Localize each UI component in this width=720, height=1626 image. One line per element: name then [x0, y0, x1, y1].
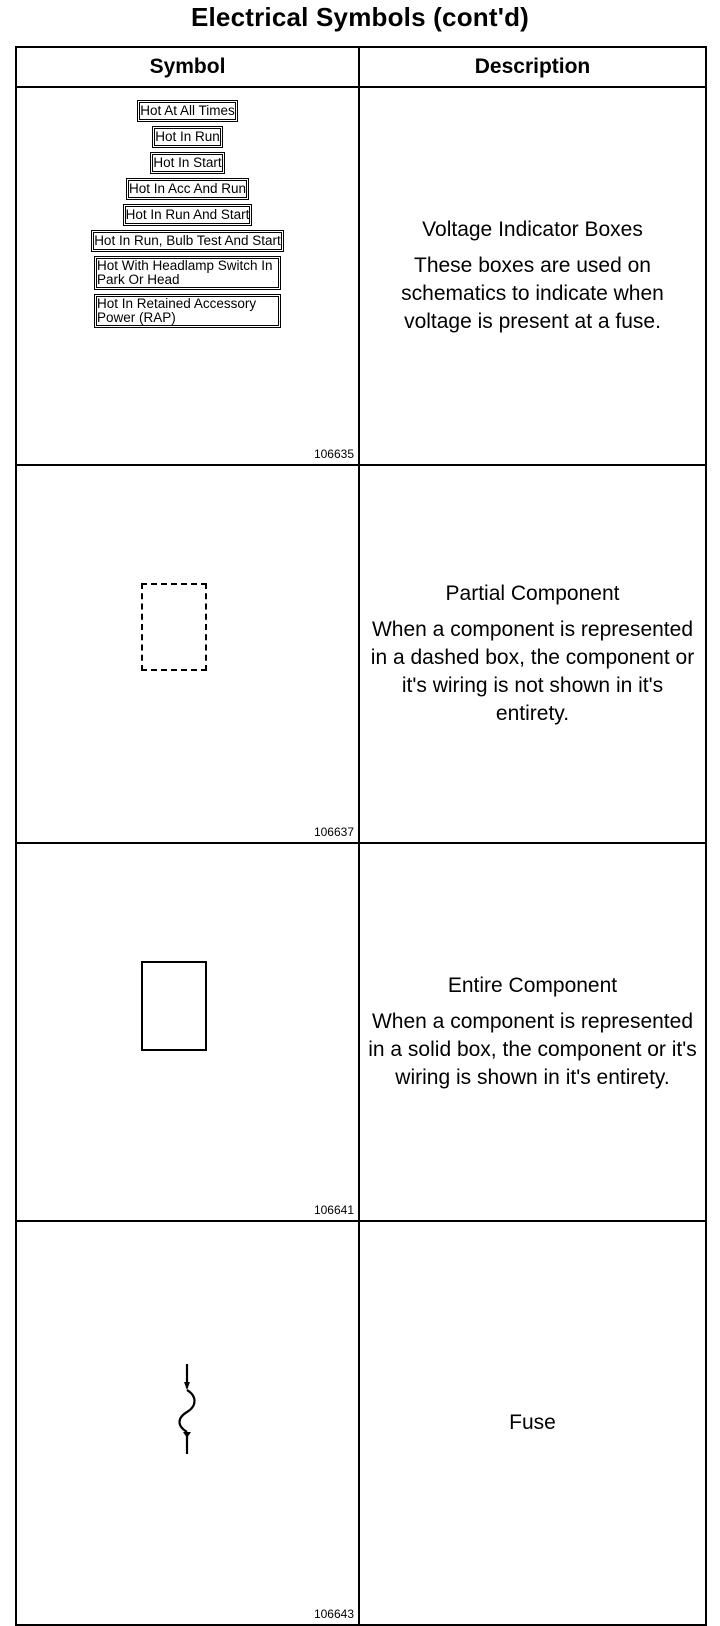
dashed-box-icon	[141, 583, 207, 671]
voltage-indicator-box: Hot In Retained Accessory Power (RAP)	[96, 296, 279, 326]
symbol-cell	[16, 843, 359, 1221]
symbol-column-header: Symbol	[16, 47, 359, 87]
table-header-row	[16, 47, 706, 87]
table-row	[16, 843, 706, 1221]
description-body: These boxes are used on schematics to indicate when voltage is present at a fuse.	[401, 254, 664, 333]
voltage-indicator-box: Hot In Run	[155, 129, 220, 144]
description-title: Voltage Indicator Boxes	[422, 218, 643, 241]
description-title: Fuse	[509, 1411, 556, 1434]
page-title: Electrical Symbols (cont'd)	[190, 2, 530, 32]
figure-number: 106643	[313, 1607, 354, 1621]
voltage-indicator-box-list	[17, 102, 358, 334]
description-body: When a component is represented in a solid box, the component or it's wiring is shown in it's entirety.	[368, 1010, 697, 1089]
description-cell	[359, 465, 706, 843]
voltage-indicator-box: Hot In Run And Start	[125, 207, 250, 222]
table-row	[16, 1221, 706, 1625]
table-row	[16, 87, 706, 465]
description-cell	[359, 87, 706, 465]
electrical-symbols-table	[15, 46, 707, 1626]
table-row	[16, 465, 706, 843]
symbol-cell	[16, 87, 359, 465]
description-cell	[359, 843, 706, 1221]
solid-box-icon	[141, 961, 207, 1051]
description-column-header: Description	[359, 47, 706, 87]
description-cell	[359, 1221, 706, 1625]
figure-number: 106637	[313, 825, 354, 839]
figure-number: 106641	[313, 1203, 354, 1217]
voltage-indicator-box: Hot In Run, Bulb Test And Start	[94, 233, 281, 248]
voltage-indicator-box: Hot With Headlamp Switch In Park Or Head	[96, 258, 279, 288]
voltage-indicator-box: Hot In Start	[153, 155, 222, 170]
symbol-cell	[16, 465, 359, 843]
description-title: Partial Component	[445, 582, 620, 605]
description-title: Entire Component	[447, 974, 618, 997]
fuse-icon	[167, 1362, 207, 1482]
voltage-indicator-box: Hot At All Times	[140, 103, 235, 118]
figure-number: 106635	[313, 447, 354, 461]
description-body: When a component is represented in a dashed box, the component or it's wiring is not shown in it's entirety.	[370, 618, 695, 725]
voltage-indicator-box: Hot In Acc And Run	[128, 181, 247, 196]
symbol-cell	[16, 1221, 359, 1625]
